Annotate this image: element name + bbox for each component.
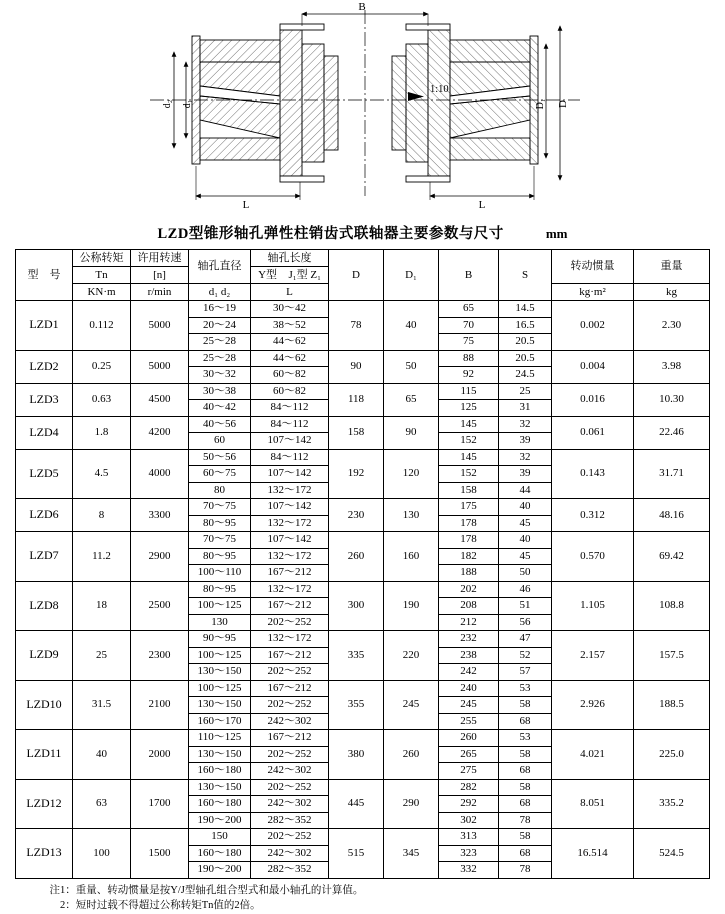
dim-label-L-right: L (479, 199, 486, 211)
cell-B: 292 (439, 796, 499, 813)
cell-B: 152 (439, 466, 499, 483)
cell-bore-length: 282～352 (251, 862, 329, 879)
note-2: 2：短时过载不得超过公称转矩Tn值的2倍。 (16, 898, 710, 914)
cell-B: 313 (439, 829, 499, 846)
cell-D1: 40 (384, 301, 439, 351)
cell-S: 32 (499, 449, 552, 466)
cell-inertia: 8.051 (552, 779, 634, 829)
th-torque-symbol: Tn (73, 267, 131, 284)
cell-D1: 90 (384, 416, 439, 449)
cell-B: 158 (439, 482, 499, 499)
cell-D1: 345 (384, 829, 439, 879)
cell-D1: 245 (384, 680, 439, 730)
cell-speed: 4500 (131, 383, 189, 416)
cell-bore-diameter: 130～150 (189, 779, 251, 796)
cell-D1: 50 (384, 350, 439, 383)
cell-bore-diameter: 25～28 (189, 350, 251, 367)
cell-bore-diameter: 130～150 (189, 664, 251, 681)
table-title: LZD型锥形轴孔弹性柱销齿式联轴器主要参数与尺寸 (158, 226, 504, 242)
cell-S: 16.5 (499, 317, 552, 334)
cell-bore-diameter: 160～180 (189, 845, 251, 862)
cell-torque: 1.8 (73, 416, 131, 449)
cell-model: LZD13 (16, 829, 73, 879)
cell-torque: 100 (73, 829, 131, 879)
cell-weight: 31.71 (634, 449, 710, 499)
cell-inertia: 16.514 (552, 829, 634, 879)
cell-D1: 160 (384, 532, 439, 582)
table-row (16, 301, 710, 318)
cell-torque: 63 (73, 779, 131, 829)
cell-D: 355 (329, 680, 384, 730)
cell-B: 232 (439, 631, 499, 648)
cell-S: 39 (499, 466, 552, 483)
cell-bore-diameter: 60 (189, 433, 251, 450)
th-weight-unit: kg (634, 284, 710, 301)
cell-weight: 3.98 (634, 350, 710, 383)
th-torque-unit: KN·m (73, 284, 131, 301)
cell-S: 58 (499, 697, 552, 714)
cell-S: 56 (499, 614, 552, 631)
cell-bore-length: 167～212 (251, 730, 329, 747)
cell-model: LZD8 (16, 581, 73, 631)
cell-model: LZD3 (16, 383, 73, 416)
cell-B: 152 (439, 433, 499, 450)
cell-bore-length: 167～212 (251, 647, 329, 664)
cell-bore-length: 84～112 (251, 449, 329, 466)
cell-bore-length: 60～82 (251, 383, 329, 400)
th-weight: 重量 (634, 250, 710, 284)
cell-inertia: 4.021 (552, 730, 634, 780)
cell-torque: 18 (73, 581, 131, 631)
cell-speed: 4200 (131, 416, 189, 449)
cell-torque: 8 (73, 499, 131, 532)
cell-B: 145 (439, 416, 499, 433)
cell-S: 39 (499, 433, 552, 450)
table-row (16, 449, 710, 466)
cell-bore-diameter: 160～170 (189, 713, 251, 730)
cell-S: 46 (499, 581, 552, 598)
cell-S: 57 (499, 664, 552, 681)
cell-bore-length: 202～252 (251, 664, 329, 681)
cell-D: 260 (329, 532, 384, 582)
cell-D1: 65 (384, 383, 439, 416)
cell-S: 32 (499, 416, 552, 433)
th-inertia-unit: kg·m² (552, 284, 634, 301)
cell-bore-diameter: 100～125 (189, 680, 251, 697)
cell-torque: 0.25 (73, 350, 131, 383)
cell-D1: 190 (384, 581, 439, 631)
table-row (16, 499, 710, 516)
cell-torque: 0.112 (73, 301, 131, 351)
cell-inertia: 0.002 (552, 301, 634, 351)
dim-label-B-top: B (358, 1, 365, 13)
cell-bore-diameter: 100～125 (189, 598, 251, 615)
table-row (16, 829, 710, 846)
cell-bore-diameter: 190～200 (189, 862, 251, 879)
cell-bore-length: 107～142 (251, 466, 329, 483)
cell-model: LZD12 (16, 779, 73, 829)
cell-weight: 48.16 (634, 499, 710, 532)
cell-model: LZD4 (16, 416, 73, 449)
cell-S: 68 (499, 796, 552, 813)
th-S: S (499, 250, 552, 301)
cell-B: 238 (439, 647, 499, 664)
cell-inertia: 1.105 (552, 581, 634, 631)
cell-weight: 22.46 (634, 416, 710, 449)
th-inertia: 转动惯量 (552, 250, 634, 284)
cell-S: 47 (499, 631, 552, 648)
cell-speed: 5000 (131, 350, 189, 383)
cell-S: 40 (499, 499, 552, 516)
cell-bore-length: 84～112 (251, 400, 329, 417)
cell-D1: 220 (384, 631, 439, 681)
cell-bore-length: 167～212 (251, 680, 329, 697)
cell-D: 445 (329, 779, 384, 829)
cell-bore-diameter: 70～75 (189, 499, 251, 516)
cell-D1: 120 (384, 449, 439, 499)
dim-label-d1: d₁ (182, 100, 193, 109)
cell-speed: 2100 (131, 680, 189, 730)
cell-S: 44 (499, 482, 552, 499)
th-bore-len-types (251, 267, 329, 284)
cell-B: 178 (439, 532, 499, 549)
cell-speed: 2900 (131, 532, 189, 582)
cell-D: 118 (329, 383, 384, 416)
cell-S: 20.5 (499, 350, 552, 367)
cell-bore-length: 202～252 (251, 614, 329, 631)
th-B: B (439, 250, 499, 301)
th-D: D (329, 250, 384, 301)
cell-speed: 1500 (131, 829, 189, 879)
cell-weight: 225.0 (634, 730, 710, 780)
cell-model: LZD9 (16, 631, 73, 681)
cell-S: 14.5 (499, 301, 552, 318)
cell-B: 178 (439, 515, 499, 532)
cell-B: 65 (439, 301, 499, 318)
dim-label-D1: D₁ (535, 99, 546, 110)
th-torque: 公称转矩 (73, 250, 131, 267)
cell-D: 230 (329, 499, 384, 532)
cell-bore-diameter: 20～24 (189, 317, 251, 334)
cell-bore-diameter: 30～38 (189, 383, 251, 400)
cell-bore-diameter: 40～56 (189, 416, 251, 433)
cell-speed: 2300 (131, 631, 189, 681)
cell-B: 208 (439, 598, 499, 615)
table-header (16, 250, 710, 301)
cell-torque: 25 (73, 631, 131, 681)
cell-B: 282 (439, 779, 499, 796)
cell-weight: 108.8 (634, 581, 710, 631)
cell-bore-diameter: 90～95 (189, 631, 251, 648)
cell-bore-length: 167～212 (251, 565, 329, 582)
table-row (16, 532, 710, 549)
parameters-table (15, 249, 710, 879)
cell-S: 50 (499, 565, 552, 582)
cell-D: 158 (329, 416, 384, 449)
cell-D: 515 (329, 829, 384, 879)
th-bore-len: 轴孔长度 (251, 250, 329, 267)
cell-bore-diameter: 160～180 (189, 796, 251, 813)
th-D1: D₁ (384, 250, 439, 301)
cell-weight: 524.5 (634, 829, 710, 879)
cell-bore-diameter: 100～125 (189, 647, 251, 664)
cell-speed: 4000 (131, 449, 189, 499)
cell-B: 242 (439, 664, 499, 681)
cell-bore-diameter: 25～28 (189, 334, 251, 351)
cell-B: 265 (439, 746, 499, 763)
table-row (16, 779, 710, 796)
table-row (16, 581, 710, 598)
cell-bore-length: 242～302 (251, 845, 329, 862)
cell-D: 192 (329, 449, 384, 499)
cell-model: LZD11 (16, 730, 73, 780)
cell-D: 380 (329, 730, 384, 780)
cell-inertia: 0.312 (552, 499, 634, 532)
cell-bore-length: 242～302 (251, 763, 329, 780)
cell-inertia: 0.570 (552, 532, 634, 582)
dim-label-D: D (557, 100, 569, 108)
cell-weight: 10.30 (634, 383, 710, 416)
cell-bore-length: 132～172 (251, 581, 329, 598)
cell-speed: 2000 (131, 730, 189, 780)
cell-bore-diameter: 40～42 (189, 400, 251, 417)
cell-bore-diameter: 160～180 (189, 763, 251, 780)
cell-B: 70 (439, 317, 499, 334)
cell-S: 45 (499, 548, 552, 565)
cell-B: 323 (439, 845, 499, 862)
cell-speed: 2500 (131, 581, 189, 631)
th-bore-dia-symbol: d₁ d₂ (189, 284, 251, 301)
cell-model: LZD5 (16, 449, 73, 499)
cell-S: 20.5 (499, 334, 552, 351)
cell-S: 24.5 (499, 367, 552, 384)
cell-bore-length: 107～142 (251, 433, 329, 450)
cell-bore-length: 60～82 (251, 367, 329, 384)
cell-S: 58 (499, 779, 552, 796)
cell-weight: 188.5 (634, 680, 710, 730)
cell-S: 68 (499, 713, 552, 730)
cell-B: 175 (439, 499, 499, 516)
cell-S: 78 (499, 862, 552, 879)
cell-model: LZD6 (16, 499, 73, 532)
cell-S: 68 (499, 845, 552, 862)
coupling-drawing-svg (0, 0, 725, 218)
cell-bore-diameter: 110～125 (189, 730, 251, 747)
th-speed-unit: r/min (131, 284, 189, 301)
table-row (16, 680, 710, 697)
table-notes (16, 883, 710, 914)
note-1: 注1：重量、转动惯量是按Y/J型轴孔组合型式和最小轴孔的计算值。 (16, 883, 710, 899)
cell-S: 78 (499, 812, 552, 829)
cell-bore-diameter: 150 (189, 829, 251, 846)
cell-bore-length: 242～302 (251, 713, 329, 730)
th-model: 型 号 (16, 250, 73, 301)
cell-inertia: 2.926 (552, 680, 634, 730)
cell-bore-diameter: 80 (189, 482, 251, 499)
cell-bore-diameter: 80～95 (189, 515, 251, 532)
cell-S: 45 (499, 515, 552, 532)
table-row (16, 383, 710, 400)
cell-speed: 3300 (131, 499, 189, 532)
cell-bore-length: 282～352 (251, 812, 329, 829)
cell-D: 335 (329, 631, 384, 681)
table-body (16, 301, 710, 879)
cell-torque: 40 (73, 730, 131, 780)
cell-B: 212 (439, 614, 499, 631)
cell-S: 58 (499, 746, 552, 763)
cell-bore-length: 30～42 (251, 301, 329, 318)
cell-B: 245 (439, 697, 499, 714)
cell-bore-diameter: 190～200 (189, 812, 251, 829)
cell-bore-length: 202～252 (251, 697, 329, 714)
cell-B: 88 (439, 350, 499, 367)
cell-D: 300 (329, 581, 384, 631)
cell-S: 25 (499, 383, 552, 400)
cell-D1: 130 (384, 499, 439, 532)
cell-torque: 11.2 (73, 532, 131, 582)
th-bore-dia: 轴孔直径 (189, 250, 251, 284)
cell-S: 51 (499, 598, 552, 615)
cell-inertia: 0.061 (552, 416, 634, 449)
cell-bore-diameter: 80～95 (189, 548, 251, 565)
cell-B: 255 (439, 713, 499, 730)
cell-bore-length: 84～112 (251, 416, 329, 433)
cell-B: 145 (439, 449, 499, 466)
table-row (16, 350, 710, 367)
dim-label-L-left: L (243, 199, 250, 211)
cell-bore-length: 202～252 (251, 746, 329, 763)
cell-S: 68 (499, 763, 552, 780)
cell-model: LZD7 (16, 532, 73, 582)
cell-bore-length: 132～172 (251, 515, 329, 532)
cell-B: 275 (439, 763, 499, 780)
table-title-row (0, 222, 725, 244)
header-row-1 (16, 250, 710, 267)
cell-inertia: 2.157 (552, 631, 634, 681)
cell-speed: 1700 (131, 779, 189, 829)
cell-inertia: 0.016 (552, 383, 634, 416)
cell-bore-diameter: 16～19 (189, 301, 251, 318)
cell-B: 75 (439, 334, 499, 351)
cell-bore-length: 242～302 (251, 796, 329, 813)
cell-torque: 4.5 (73, 449, 131, 499)
cell-B: 115 (439, 383, 499, 400)
table-unit-label: mm (546, 226, 568, 241)
cell-torque: 31.5 (73, 680, 131, 730)
cell-bore-diameter: 100～110 (189, 565, 251, 582)
cell-model: LZD1 (16, 301, 73, 351)
cell-bore-diameter: 80～95 (189, 581, 251, 598)
cell-weight: 69.42 (634, 532, 710, 582)
cell-S: 53 (499, 680, 552, 697)
cell-torque: 0.63 (73, 383, 131, 416)
cell-bore-length: 107～142 (251, 499, 329, 516)
table-row (16, 416, 710, 433)
cell-bore-length: 167～212 (251, 598, 329, 615)
cell-D1: 260 (384, 730, 439, 780)
th-bore-len-symbol: L (251, 284, 329, 301)
cell-weight: 157.5 (634, 631, 710, 681)
cell-B: 92 (439, 367, 499, 384)
cell-B: 302 (439, 812, 499, 829)
th-bore-len-j1: J₁型 Z₁ (289, 269, 321, 281)
cell-D: 78 (329, 301, 384, 351)
cell-B: 260 (439, 730, 499, 747)
cell-bore-diameter: 30～32 (189, 367, 251, 384)
cell-S: 53 (499, 730, 552, 747)
cell-B: 240 (439, 680, 499, 697)
taper-ratio-label: 1:10 (430, 84, 449, 95)
cell-S: 40 (499, 532, 552, 549)
cell-inertia: 0.143 (552, 449, 634, 499)
cell-B: 202 (439, 581, 499, 598)
cell-bore-length: 132～172 (251, 631, 329, 648)
cell-speed: 5000 (131, 301, 189, 351)
cell-model: LZD2 (16, 350, 73, 383)
cell-weight: 2.30 (634, 301, 710, 351)
cell-B: 125 (439, 400, 499, 417)
table-row (16, 631, 710, 648)
cell-bore-length: 107～142 (251, 532, 329, 549)
cell-model: LZD10 (16, 680, 73, 730)
table-row (16, 730, 710, 747)
cell-B: 332 (439, 862, 499, 879)
cell-bore-diameter: 130～150 (189, 697, 251, 714)
cell-bore-length: 202～252 (251, 779, 329, 796)
cell-B: 188 (439, 565, 499, 582)
dim-label-d2: d₂ (162, 100, 173, 109)
cell-bore-length: 132～172 (251, 548, 329, 565)
cell-bore-diameter: 130 (189, 614, 251, 631)
cell-bore-length: 202～252 (251, 829, 329, 846)
cell-D: 90 (329, 350, 384, 383)
cell-S: 52 (499, 647, 552, 664)
cell-inertia: 0.004 (552, 350, 634, 383)
cell-S: 31 (499, 400, 552, 417)
cell-S: 58 (499, 829, 552, 846)
th-speed: 许用转速 (131, 250, 189, 267)
coupling-drawing (0, 0, 725, 218)
cell-bore-diameter: 70～75 (189, 532, 251, 549)
cell-B: 182 (439, 548, 499, 565)
cell-bore-diameter: 130～150 (189, 746, 251, 763)
cell-weight: 335.2 (634, 779, 710, 829)
cell-bore-length: 44～62 (251, 334, 329, 351)
cell-bore-diameter: 60～75 (189, 466, 251, 483)
cell-bore-diameter: 50～56 (189, 449, 251, 466)
cell-bore-length: 44～62 (251, 350, 329, 367)
cell-D1: 290 (384, 779, 439, 829)
th-speed-symbol: [n] (131, 267, 189, 284)
cell-bore-length: 132～172 (251, 482, 329, 499)
th-bore-len-y: Y型 (258, 269, 277, 281)
cell-bore-length: 38～52 (251, 317, 329, 334)
